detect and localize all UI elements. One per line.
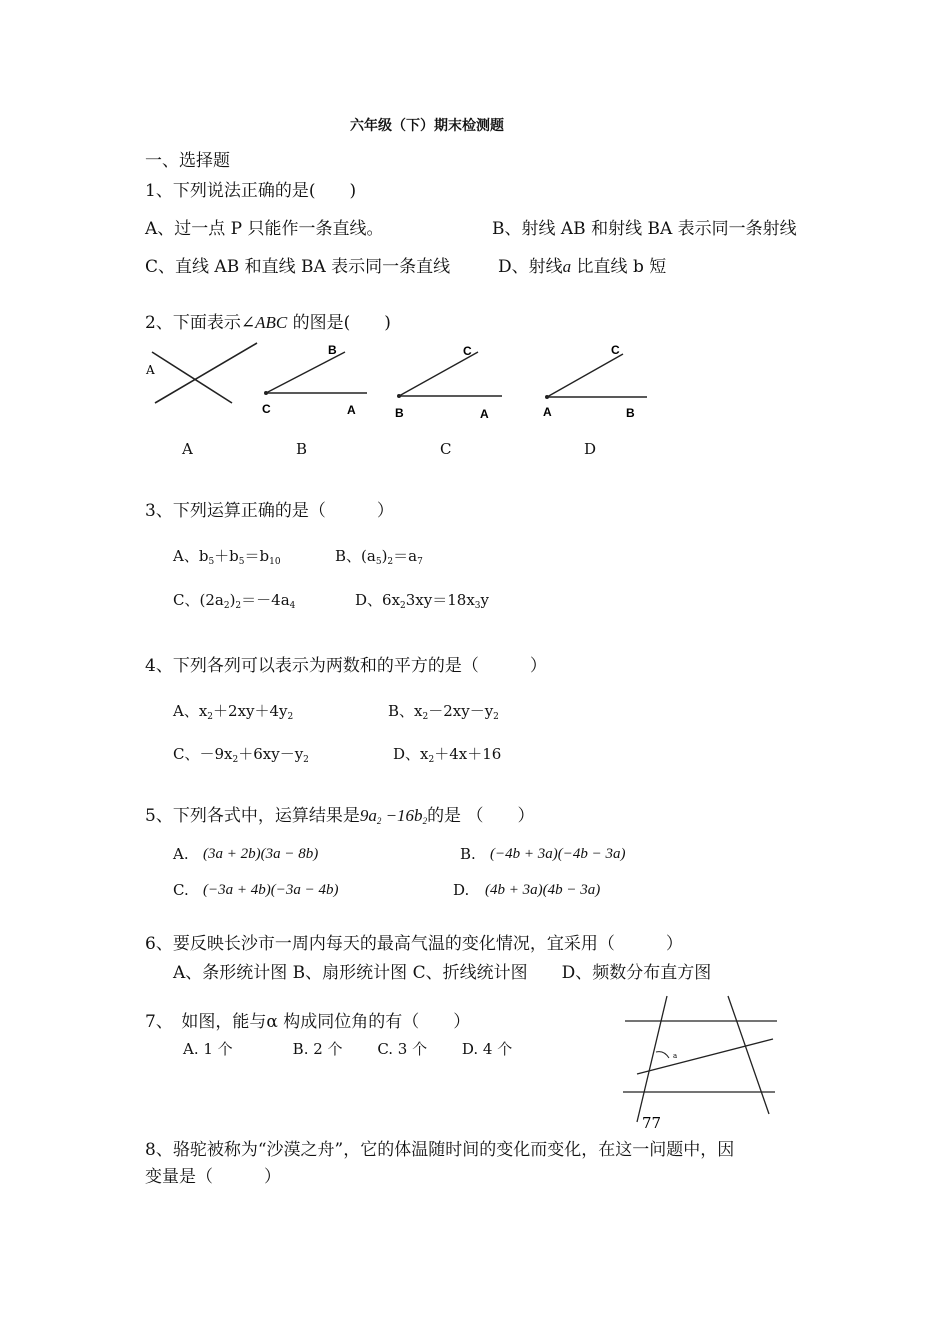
q4-a-exp: 2: [287, 712, 294, 722]
q2-fig-b-label-top: B: [328, 343, 337, 357]
q3-b-part: ＝a: [393, 547, 418, 565]
q4-d-exp: 2: [428, 755, 435, 765]
q2-fig-d-label-vertex: A: [543, 405, 552, 419]
q2-fig-c-ray-2: [399, 352, 478, 396]
q2-stem-math: ∠ABC: [240, 313, 288, 332]
q2-fig-a-line-2: [155, 343, 257, 403]
q2-choice-a: A: [182, 440, 193, 458]
q2-choice-b: B: [296, 440, 308, 458]
q2-fig-b-label-end: A: [347, 403, 356, 417]
q6-stem: 6、要反映长沙市一周内每天的最高气温的变化情况，宜采用（ ）: [145, 934, 683, 954]
q3-c-part: ＝－4a: [241, 591, 290, 609]
q5-math-exp: 2: [376, 816, 382, 826]
q6-options: A、条形统计图 B、扇形统计图 C、折线统计图 D、频数分布直方图: [173, 963, 712, 983]
q3-option-c: [173, 589, 295, 614]
q3-a-exp: 10: [269, 557, 281, 567]
q4-option-d: [393, 743, 501, 768]
q4-stem: 4、下列各列可以表示为两数和的平方的是（ ）: [145, 656, 547, 676]
q2-figure-d: [540, 340, 660, 420]
q2-figure-b: [255, 340, 375, 420]
q3-d-exp: 3: [474, 601, 481, 611]
q3-d-part: y: [480, 591, 490, 609]
q5-option-c: (−3a + 4b)(−3a − 4b): [203, 882, 339, 898]
q3-a-exp: 5: [208, 557, 215, 567]
q8-line-1: 8、骆驼被称为“沙漠之舟”，它的体温随时间的变化而变化，在这一问题中，因: [145, 1140, 735, 1160]
q4-option-a: [173, 700, 293, 725]
q3-a-part: A、b: [173, 547, 209, 565]
q3-c-exp: 2: [235, 601, 242, 611]
q4-d-part: ＋4x＋16: [434, 745, 502, 763]
page-title: 六年级（下）期末检测题: [350, 118, 504, 134]
q5-math-part: −16b: [381, 806, 423, 825]
q7-fig-transversal-right: [728, 996, 769, 1114]
q4-b-part: －2xy－y: [428, 702, 494, 720]
q7-fig-transversal-left: [637, 996, 667, 1122]
q3-a-part: ＝b: [244, 547, 270, 565]
q2-figure-c: [390, 340, 510, 420]
q2-fig-d-label-end: B: [626, 406, 635, 420]
q2-fig-c-label-top: C: [463, 344, 472, 358]
q3-c-part: C、(2a: [173, 591, 224, 609]
q5-label-b: B.: [460, 845, 476, 863]
q2-fig-d-label-top: C: [611, 343, 620, 357]
q3-option-d: [355, 589, 489, 614]
q4-option-c: [173, 743, 309, 768]
q2-fig-a-line-1: [152, 352, 232, 403]
q3-c-exp: 2: [223, 601, 230, 611]
q3-b-exp: 5: [375, 557, 382, 567]
q5-math-part: 9a: [359, 806, 377, 825]
q3-b-part: B、(a: [335, 547, 376, 565]
q5-stem-pre: 5、下列各式中，运算结果是: [145, 806, 360, 826]
q3-c-part: ): [229, 591, 236, 609]
q3-d-exp: 2: [400, 601, 406, 611]
q4-a-part: A、x: [173, 702, 208, 720]
q3-a-part: ＋b: [214, 547, 239, 565]
q2-figure-a: [140, 340, 260, 410]
q4-a-part: ＋2xy＋4y: [213, 702, 288, 720]
q3-c-exp: 4: [289, 601, 296, 611]
q4-b-exp: 2: [422, 712, 429, 722]
q3-b-part: ): [381, 547, 388, 565]
q4-b-exp: 2: [493, 712, 499, 722]
q3-d-part: 3xy＝18x: [405, 591, 475, 609]
q5-stem: [145, 805, 534, 829]
q2-stem-pre: 2、下面表示: [145, 313, 241, 333]
q1-option-a: A、过一点 P 只能作一条直线。: [145, 219, 384, 239]
q3-option-a: [173, 545, 281, 570]
q4-c-exp: 2: [303, 755, 309, 765]
q3-b-exp: 7: [417, 557, 423, 567]
q3-d-part: D、6x: [355, 591, 401, 609]
q5-stem-math: [360, 806, 427, 825]
q1-stem: 1、下列说法正确的是( ): [145, 181, 357, 201]
q5-label-a: A.: [173, 845, 189, 863]
q2-choice-d: D: [584, 440, 597, 458]
q2-stem: [145, 312, 391, 334]
q7-stem: 7、 如图，能与α 构成同位角的有（ ）: [145, 1012, 471, 1032]
q4-b-part: B、x: [388, 702, 423, 720]
q2-fig-c-label-vertex: B: [395, 406, 404, 420]
q2-fig-a-label: A: [146, 363, 155, 377]
q5-label-c: C.: [173, 881, 189, 899]
q7-fig-angle-arc: [656, 1052, 669, 1058]
q3-b-exp: 2: [387, 557, 394, 567]
q5-option-a: (3a + 2b)(3a − 8b): [203, 846, 319, 862]
q7-options: A. 1 个 B. 2 个 C. 3 个 D. 4 个: [183, 1040, 513, 1058]
q4-option-b: [388, 700, 499, 725]
q4-a-exp: 2: [207, 712, 214, 722]
q1-d-var: a: [562, 257, 572, 276]
q2-fig-b-label-vertex: C: [262, 402, 271, 416]
q1-option-b: B、射线 AB 和射线 BA 表示同一条射线: [492, 219, 797, 239]
q4-c-part: C、－9x: [173, 745, 233, 763]
section-heading: 一、选择题: [145, 151, 230, 171]
q1-d-post: 比直线 b 短: [571, 257, 667, 277]
q2-choice-c: C: [440, 440, 452, 458]
q2-fig-b-ray-2: [266, 352, 345, 393]
q4-c-part: ＋6xy－y: [238, 745, 304, 763]
q5-option-b: (−4b + 3a)(−4b − 3a): [490, 846, 626, 862]
q1-d-pre: D、射线: [498, 257, 563, 277]
q8-line-2: 变量是（ ）: [145, 1167, 281, 1187]
q7-fig-label: 77: [642, 1114, 662, 1132]
q2-fig-d-ray-2: [547, 354, 623, 397]
q1-option-d: [498, 256, 666, 278]
q5-option-d: (4b + 3a)(4b − 3a): [485, 882, 601, 898]
q7-fig-alpha: a: [673, 1052, 678, 1060]
q3-stem: 3、下列运算正确的是（ ）: [145, 501, 394, 521]
q2-stem-post: 的图是( ): [287, 313, 391, 333]
q5-math-exp: 2: [422, 816, 428, 826]
q3-option-b: [335, 545, 423, 570]
q3-a-exp: 5: [238, 557, 245, 567]
q2-fig-c-label-end: A: [480, 407, 489, 421]
q4-d-part: D、x: [393, 745, 429, 763]
q5-stem-post: 的是 （ ）: [427, 806, 535, 826]
q5-label-d: D.: [453, 881, 470, 899]
q1-option-c: C、直线 AB 和直线 BA 表示同一条直线: [145, 257, 451, 277]
q7-figure: [615, 990, 785, 1130]
q4-c-exp: 2: [232, 755, 239, 765]
